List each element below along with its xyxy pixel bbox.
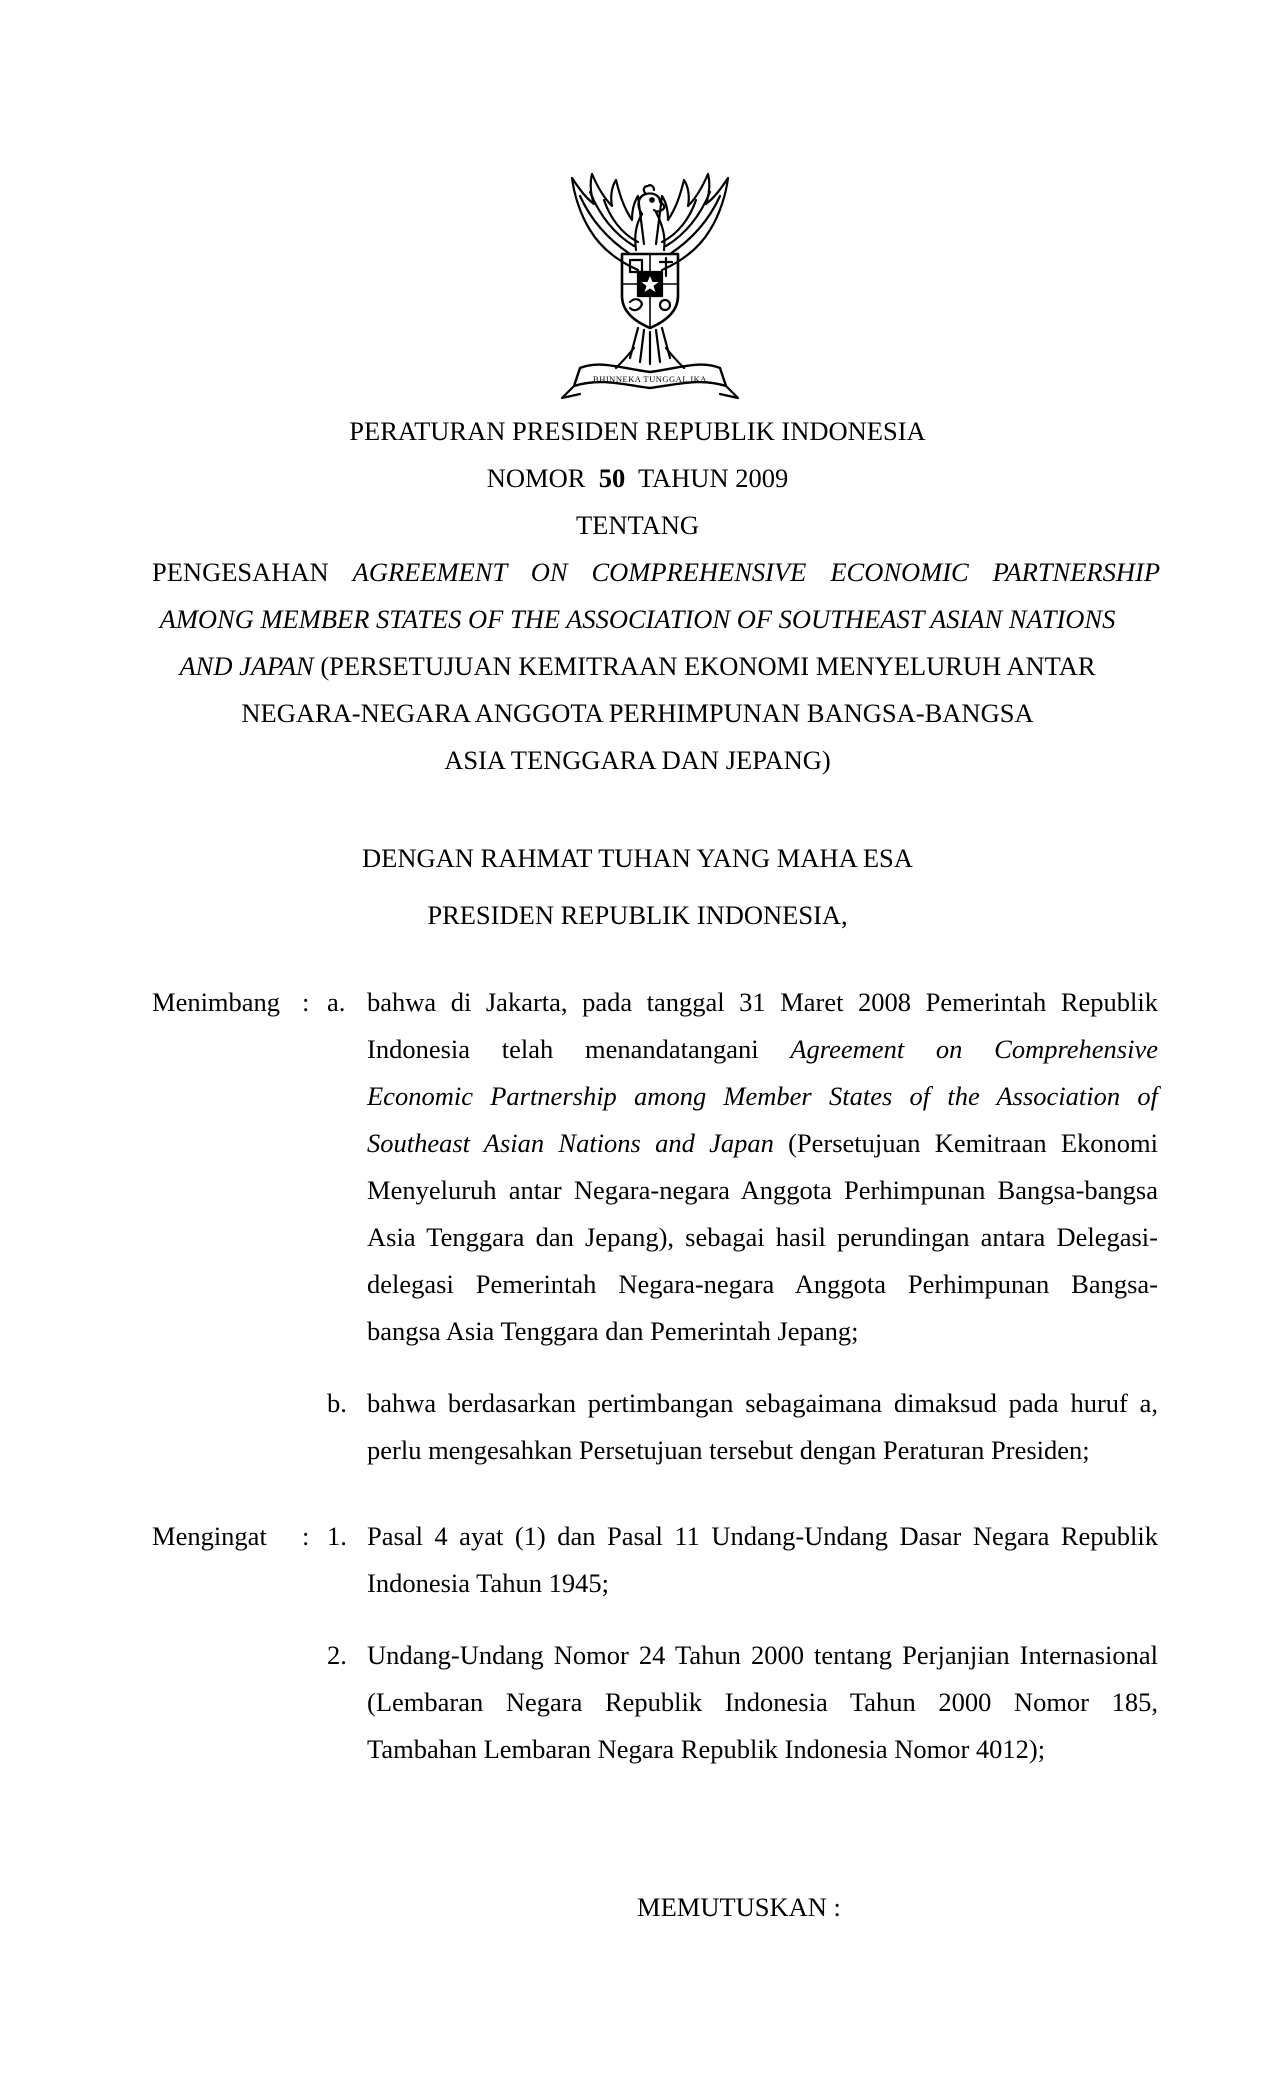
mengingat-2-line-1: Undang-Undang Nomor 24 Tahun 2000 tentang Perjanjian Internasional: [367, 1640, 1158, 1670]
menimbang-b-line-2: perlu mengesahkan Persetujuan tersebut dengan Peraturan Presiden;: [367, 1435, 1090, 1465]
subject-line-1: [152, 555, 1160, 589]
menimbang-a-line-4: [367, 1126, 1158, 1160]
menimbang-b-line-1: bahwa berdasarkan pertimbangan sebagaimana dimaksud pada huruf a,: [367, 1388, 1158, 1418]
menimbang-a-line-3-italic: Economic Partnership among Member States of the Association of: [367, 1081, 1158, 1111]
menimbang-a-line-6: Asia Tenggara dan Jepang), sebagai hasil perundingan antara Delegasi-: [367, 1222, 1158, 1252]
subject-line-4: NEGARA-NEGARA ANGGOTA PERHIMPUNAN BANGSA-BANGSA: [241, 698, 1034, 728]
nomor-label: NOMOR: [486, 463, 586, 493]
menimbang-a-line-4-plain: (Persetujuan Kemitraan Ekonomi: [788, 1128, 1158, 1158]
memutuskan-heading: MEMUTUSKAN :: [637, 1892, 841, 1922]
menimbang-colon: :: [302, 987, 310, 1017]
menimbang-a-line-3: [367, 1079, 1158, 1113]
mengingat-label: Mengingat: [152, 1521, 267, 1551]
menimbang-b-marker: b.: [327, 1388, 347, 1418]
menimbang-a-line-5: Menyeluruh antar Negara-negara Anggota Perhimpunan Bangsa-bangsa: [367, 1175, 1158, 1205]
mengingat-colon: :: [302, 1521, 310, 1551]
menimbang-label: Menimbang: [152, 987, 281, 1017]
menimbang-a-line-4-italic: Southeast Asian Nations and Japan: [367, 1128, 774, 1158]
mengingat-2-line-2: (Lembaran Negara Republik Indonesia Tahun 2000 Nomor 185,: [367, 1687, 1158, 1717]
emblem-motto: BHINNEKA TUNGGAL IKA: [593, 374, 707, 384]
menimbang-a-line-7: delegasi Pemerintah Negara-negara Anggota Perhimpunan Bangsa-: [367, 1269, 1158, 1299]
menimbang-a-line-2: [367, 1032, 1158, 1066]
menimbang-a-line-8: bangsa Asia Tenggara dan Pemerintah Jepang;: [367, 1316, 859, 1346]
rahmat-line: DENGAN RAHMAT TUHAN YANG MAHA ESA: [362, 843, 913, 873]
garuda-emblem-icon: [550, 172, 750, 404]
mengingat-2-line-3: Tambahan Lembaran Negara Republik Indonesia Nomor 4012);: [367, 1734, 1046, 1764]
menimbang-a-line-1: bahwa di Jakarta, pada tanggal 31 Maret 2008 Pemerintah Republik: [367, 987, 1158, 1017]
menimbang-a-line-2-italic: Agreement on Comprehensive: [790, 1034, 1159, 1064]
subject-line-1-plain: PENGESAHAN: [152, 557, 329, 587]
president-line: PRESIDEN REPUBLIK INDONESIA,: [427, 900, 848, 930]
subject-line-3-plain: (PERSETUJUAN KEMITRAAN EKONOMI MENYELURUH ANTAR: [320, 651, 1096, 681]
regulation-number: [0, 461, 1275, 495]
menimbang-a-marker: a.: [327, 987, 346, 1017]
subject-line-1-italic: AGREEMENT ON COMPREHENSIVE ECONOMIC PARTNERSHIP: [352, 557, 1161, 587]
subject-line-5: ASIA TENGGARA DAN JEPANG): [444, 745, 831, 775]
subject-line-2: [0, 602, 1275, 636]
mengingat-2-marker: 2.: [327, 1640, 347, 1670]
mengingat-1-line-2: Indonesia Tahun 1945;: [367, 1568, 610, 1598]
tentang-heading: TENTANG: [576, 510, 699, 540]
nomor-value: 50: [598, 463, 626, 493]
subject-line-3-italic: AND JAPAN: [179, 651, 314, 681]
subject-line-2-italic: AMONG MEMBER STATES OF THE ASSOCIATION OF SOUTHEAST ASIAN NATIONS: [159, 604, 1116, 634]
tahun-label: TAHUN 2009: [637, 463, 789, 493]
mengingat-1-line-1: Pasal 4 ayat (1) dan Pasal 11 Undang-Undang Dasar Negara Republik: [367, 1521, 1158, 1551]
menimbang-a-line-2-plain: Indonesia telah menandatangani: [367, 1034, 759, 1064]
subject-line-3: [0, 649, 1275, 683]
mengingat-1-marker: 1.: [327, 1521, 347, 1551]
regulation-title: PERATURAN PRESIDEN REPUBLIK INDONESIA: [349, 416, 926, 446]
